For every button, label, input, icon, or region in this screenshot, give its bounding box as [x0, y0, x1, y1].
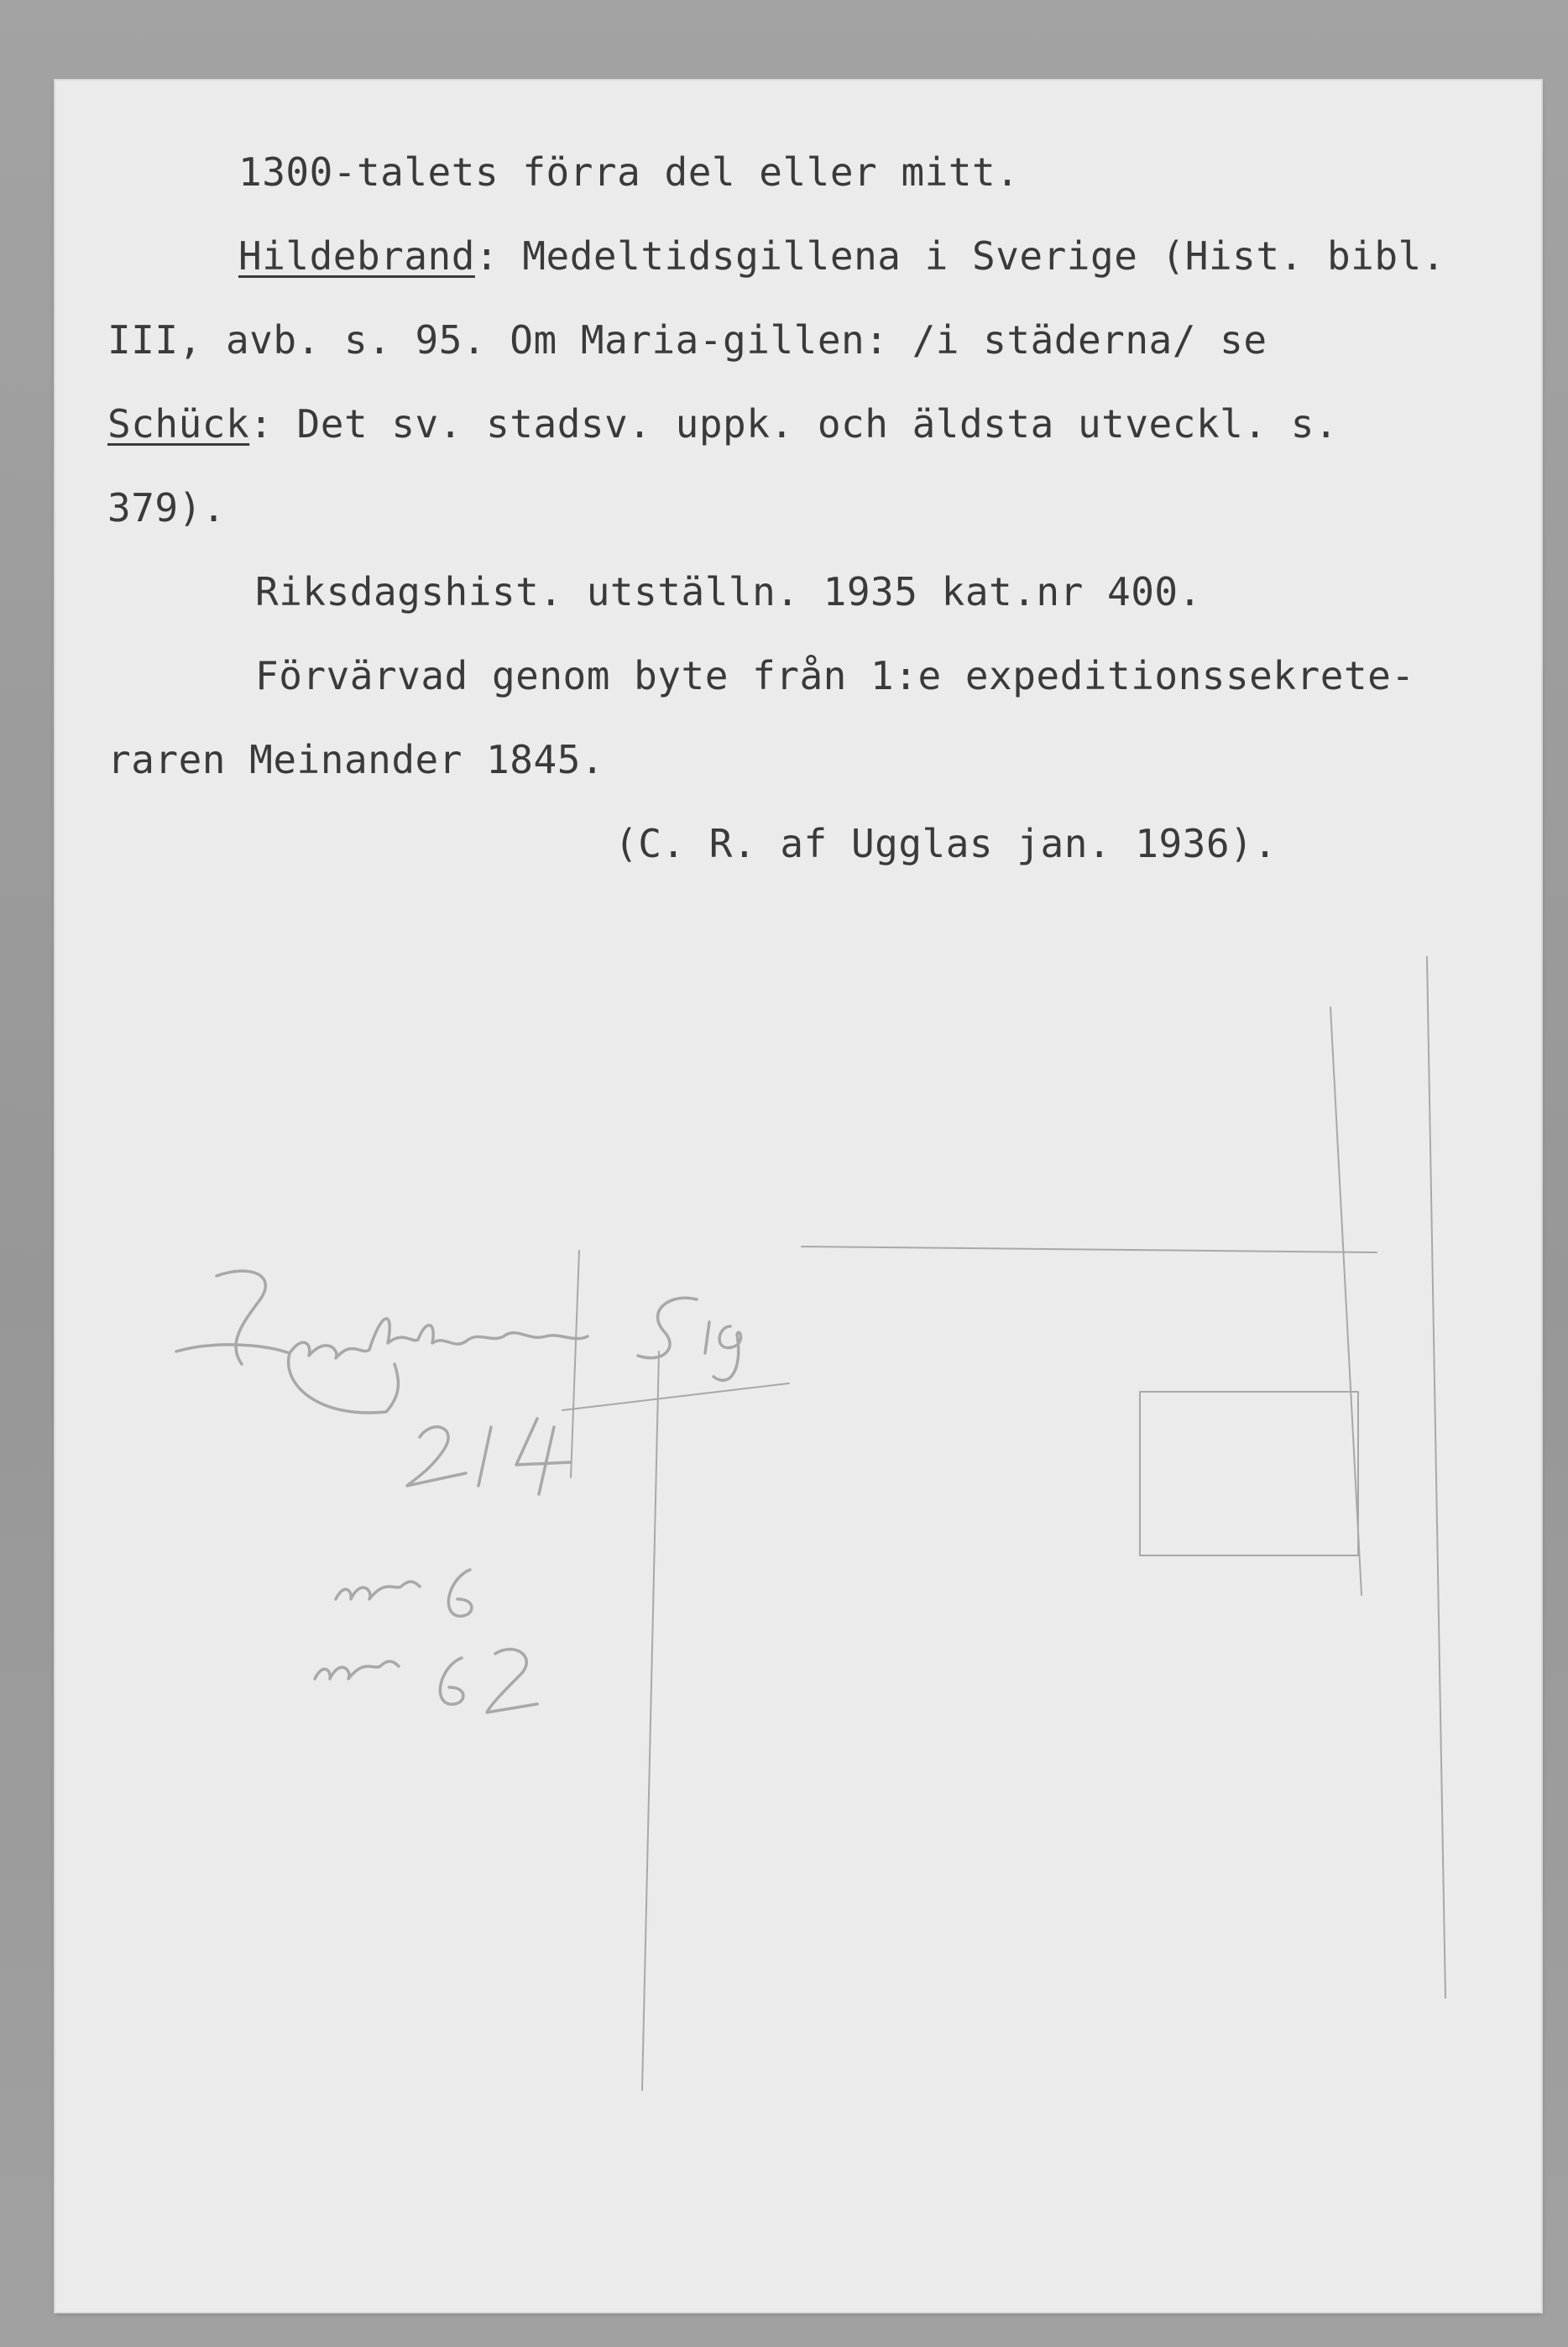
text-line-8: raren Meinander 1845. — [107, 737, 605, 782]
author-hildebrand: Hildebrand — [238, 233, 475, 279]
text-line-1: 1300-talets förra del eller mitt. — [238, 149, 1020, 195]
text-line-5: 379). — [107, 485, 226, 531]
text-line-6: Riksdagshist. utställn. 1935 kat.nr 400. — [255, 569, 1202, 614]
text-line-7: Förvärvad genom byte från 1:e expeditionssekrete- — [255, 653, 1415, 698]
text-line-2-rest: : Medeltidsgillena i Sverige (Hist. bibl. — [474, 233, 1445, 279]
text-line-3: III, avb. s. 95. Om Maria-gillen: /i städerna/ se — [107, 317, 1267, 363]
author-schuck: Schück — [107, 401, 250, 447]
text-line-4-rest: : Det sv. stadsv. uppk. och äldsta utveckl. s. — [249, 401, 1339, 447]
text-line-4 — [107, 401, 1339, 447]
catalog-card — [55, 81, 1541, 2312]
text-line-2 — [238, 233, 1445, 279]
text-line-9: (C. R. af Ugglas jan. 1936). — [614, 821, 1278, 866]
